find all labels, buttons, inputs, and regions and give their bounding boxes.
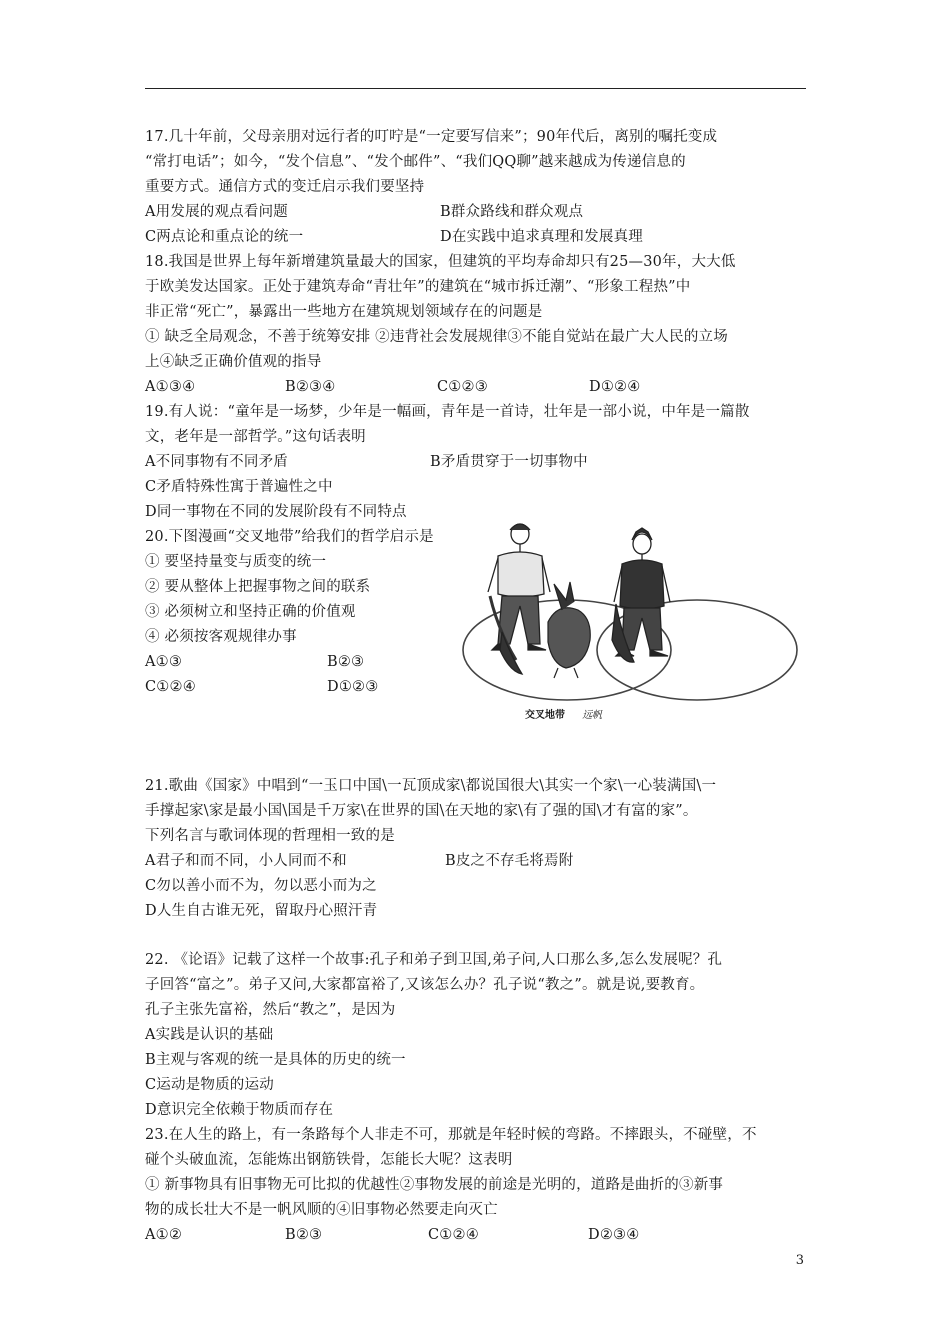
q17-option-b: B群众路线和群众观点 [440, 204, 584, 220]
right-man-figure [612, 528, 670, 662]
q18-stem-line-4: ① 缺乏全局观念，不善于统筹安排 ②违背社会发展规律③不能自觉站在最广大人民的立场 [145, 329, 728, 345]
q20-statement-3: ③ 必须树立和坚持正确的价值观 [145, 604, 356, 620]
q18-option-b: B②③④ [285, 379, 336, 395]
q21-option-b: B皮之不存毛将焉附 [445, 853, 574, 869]
q23-stem-line-2: 碰个头破血流，怎能炼出钢筋铁骨，怎能长大呢？这表明 [145, 1152, 513, 1168]
cartoon-title: 交叉地带 [525, 710, 565, 721]
q18-option-c: C①②③ [437, 379, 488, 395]
crossing-zone-cartoon [462, 522, 802, 722]
q19-option-d: D同一事物在不同的发展阶段有不同特点 [145, 504, 407, 520]
header-rule [145, 88, 806, 89]
q21-option-c: C勿以善小而不为，勿以恶小而为之 [145, 878, 377, 894]
q20-option-a: A①③ [145, 654, 183, 670]
q17-stem-line-1: 17.几十年前，父母亲朋对远行者的叮咛是“一定要写信来”；90年代后，离别的嘱托变成 [145, 129, 718, 145]
cartoon-author: 远帆 [582, 710, 603, 721]
q17-option-d: D在实践中追求真理和发展真理 [440, 229, 643, 245]
q18-option-a: A①③④ [145, 379, 196, 395]
q17-stem-line-2: “常打电话”；如今，“发个信息”、“发个邮件”、“我们QQ聊”越来越成为传递信息的 [145, 154, 686, 170]
q19-option-c: C矛盾特殊性寓于普遍性之中 [145, 479, 333, 495]
q22-stem-line-1: 22. 《论语》记载了这样一个故事:孔子和弟子到卫国,弟子问,人口那么多,怎么发展呢？孔 [145, 952, 723, 968]
q22-option-a: A实践是认识的基础 [145, 1027, 274, 1043]
q20-option-c: C①②④ [145, 679, 196, 695]
q20-statement-1: ① 要坚持量变与质变的统一 [145, 554, 327, 570]
crossing-creature [548, 582, 590, 678]
q20-statement-2: ② 要从整体上把握事物之间的联系 [145, 579, 371, 595]
q21-option-a: A君子和而不同，小人同而不和 [145, 853, 347, 869]
q21-stem-line-2: 手撑起家\家是最小国\国是千万家\在世界的国\在天地的家\有了强的国\才有富的家”。 [145, 803, 698, 819]
q23-option-a: A①② [145, 1227, 183, 1243]
q18-option-d: D①②④ [589, 379, 641, 395]
q23-stem-line-4: 物的成长壮大不是一帆风顺的④旧事物必然要走向灭亡 [145, 1202, 498, 1218]
q17-option-c: C两点论和重点论的统一 [145, 229, 304, 245]
q23-stem-line-3: ① 新事物具有旧事物无可比拟的优越性②事物发展的前途是光明的，道路是曲折的③新事 [145, 1177, 724, 1193]
cartoon-caption [525, 706, 602, 721]
q23-stem-line-1: 23.在人生的路上，有一条路每个人非走不可，那就是年轻时候的弯路。不摔跟头，不碰壁，不 [145, 1127, 757, 1143]
q18-stem-line-3: 非正常“死亡”，暴露出一些地方在建筑规划领域存在的问题是 [145, 304, 543, 320]
q19-stem-line-2: 文，老年是一部哲学。”这句话表明 [145, 429, 366, 445]
q18-stem-line-5: 上④缺乏正确价值观的指导 [145, 354, 322, 370]
q23-option-d: D②③④ [588, 1227, 640, 1243]
q20-option-d: D①②③ [327, 679, 379, 695]
q22-option-c: C运动是物质的运动 [145, 1077, 274, 1093]
q21-stem-line-3: 下列名言与歌词体现的哲理相一致的是 [145, 828, 395, 844]
q21-option-d: D人生自古谁无死，留取丹心照汗青 [145, 903, 378, 919]
q20-option-b: B②③ [327, 654, 365, 670]
q18-stem-line-2: 于欧美发达国家。正处于建筑寿命“青壮年”的建筑在“城市拆迁潮”、“形象工程热”中 [145, 279, 691, 295]
page-number: 3 [795, 1253, 804, 1268]
q22-stem-line-3: 孔子主张先富裕，然后“教之”，是因为 [145, 1002, 396, 1018]
q22-option-b: B主观与客观的统一是具体的历史的统一 [145, 1052, 406, 1068]
q20-statement-4: ④ 必须按客观规律办事 [145, 629, 297, 645]
q19-option-b: B矛盾贯穿于一切事物中 [430, 454, 588, 470]
q17-option-a: A用发展的观点看问题 [145, 204, 288, 220]
q17-stem-line-3: 重要方式。通信方式的变迁启示我们要坚持 [145, 179, 425, 195]
q18-stem-line-1: 18.我国是世界上每年新增建筑量最大的国家，但建筑的平均寿命却只有25—30年，大大低 [145, 254, 736, 270]
q19-option-a: A不同事物有不同矛盾 [145, 454, 288, 470]
left-man-figure [488, 524, 550, 674]
q23-option-b: B②③ [285, 1227, 323, 1243]
q20-stem: 20.下图漫画“交叉地带”给我们的哲学启示是 [145, 529, 434, 545]
q22-stem-line-2: 子回答“富之”。弟子又问,大家都富裕了,又该怎么办？孔子说“教之”。就是说,要教育。 [145, 977, 705, 993]
q22-option-d: D意识完全依赖于物质而存在 [145, 1102, 334, 1118]
q23-option-c: C①②④ [428, 1227, 479, 1243]
q19-stem-line-1: 19.有人说：“童年是一场梦，少年是一幅画，青年是一首诗，壮年是一部小说，中年是一篇散 [145, 404, 750, 420]
q21-stem-line-1: 21.歌曲《国家》中唱到“一玉口中国\一瓦顶成家\都说国很大\其实一个家\一心装满国\一 [145, 778, 717, 794]
